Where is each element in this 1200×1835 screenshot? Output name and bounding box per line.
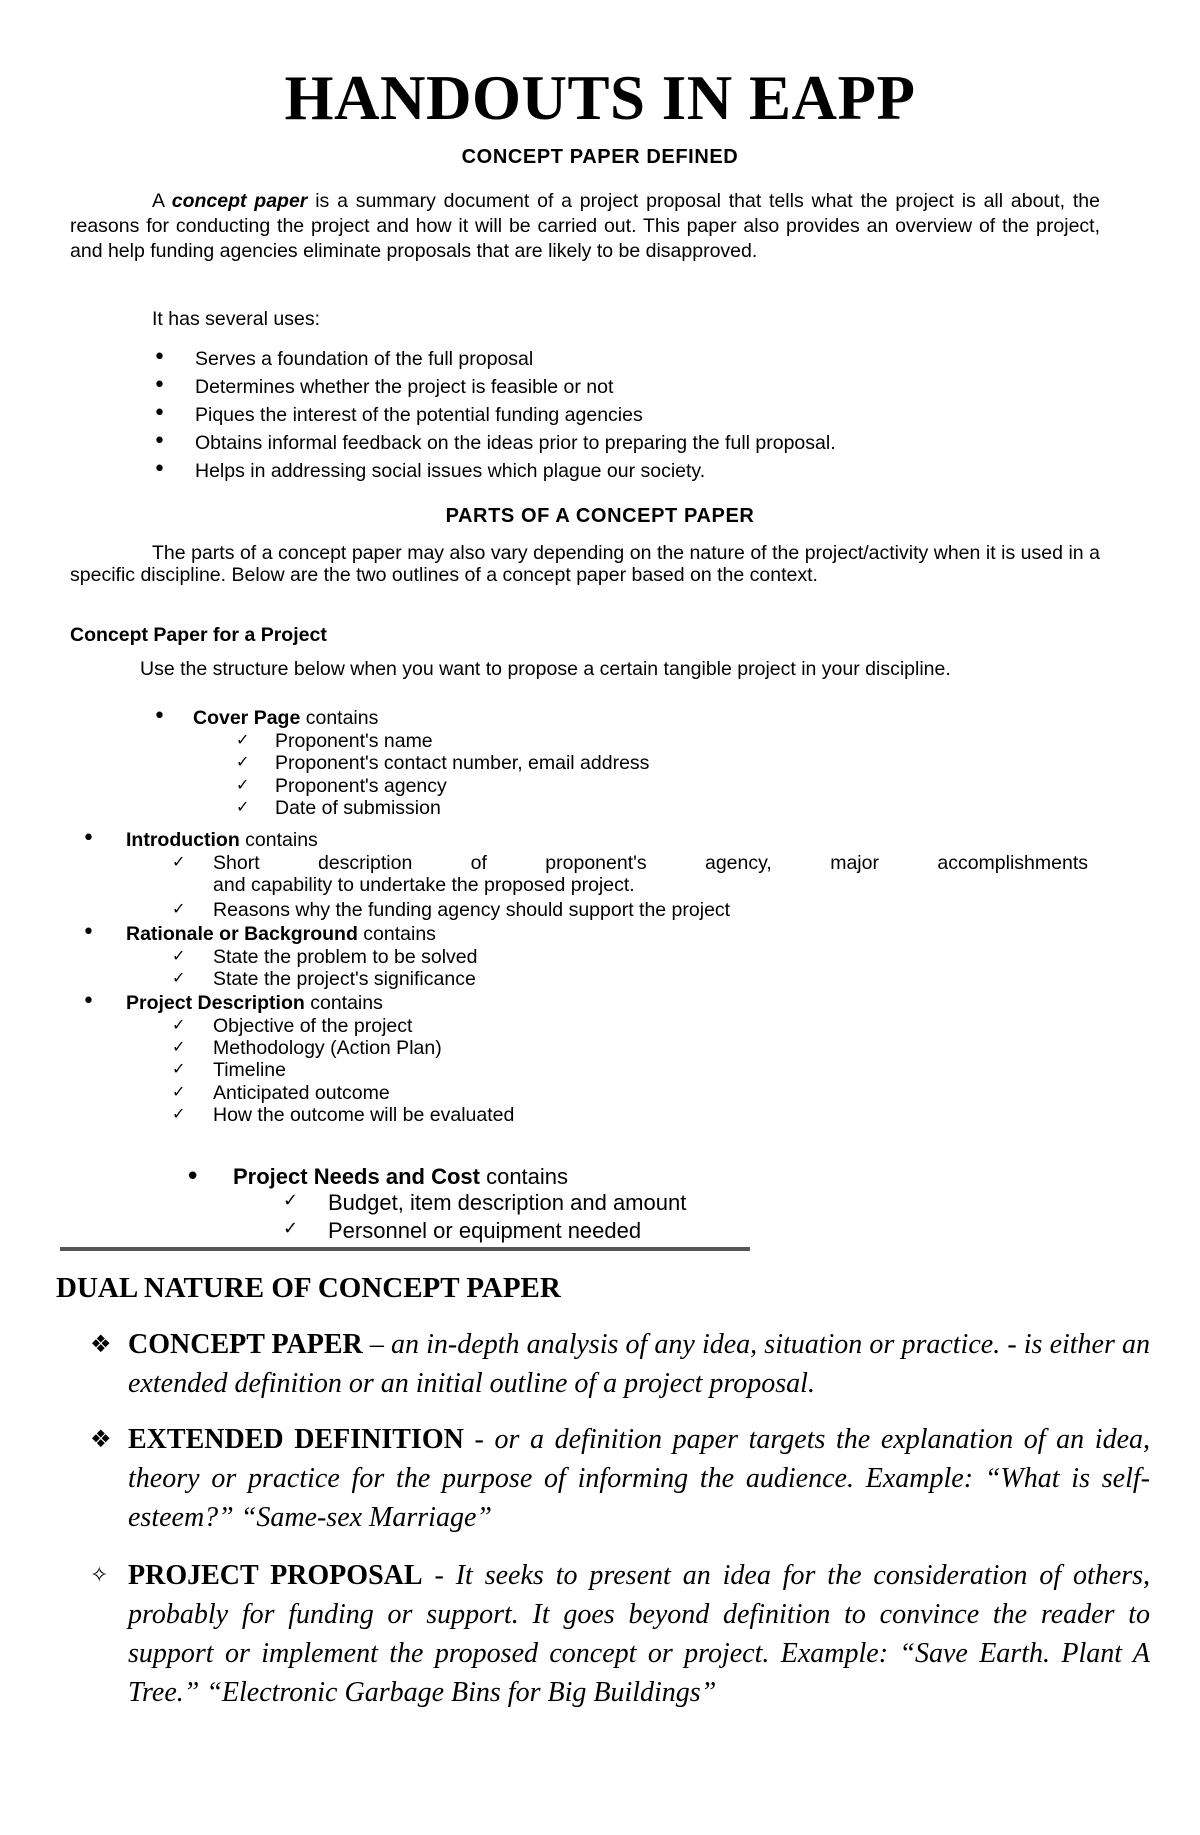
cover-page-label: Cover Page (193, 707, 301, 729)
diamond-bullet-icon: ❖ (90, 1330, 112, 1358)
dual-item-project-proposal (90, 1556, 1150, 1712)
cover-page-item (193, 707, 378, 730)
list-item: State the problem to be solved (213, 946, 478, 968)
rationale-label: Rationale or Background (126, 923, 358, 945)
contains-word: contains (245, 829, 318, 851)
check-icon: ✓ (283, 1190, 299, 1211)
dual-definition: an in-depth analysis of any idea, situation or practice. - is either an extended definition or an initial outline of a project proposal. (128, 1329, 1151, 1399)
list-item: Date of submission (275, 797, 441, 819)
check-icon: ✓ (236, 730, 250, 749)
contains-word: contains (305, 707, 379, 729)
dual-item-text (128, 1325, 1150, 1403)
concept-paper-term: concept paper (171, 190, 308, 212)
list-item: Proponent's contact number, email address (275, 752, 650, 774)
list-item: Obtains informal feedback on the ideas prior to preparing the full proposal. (195, 432, 836, 454)
parts-intro: The parts of a concept paper may also vary depending on the nature of the project/activity when it is used in a specific discipline. Below are the two outlines of a concept paper based on the context. (70, 542, 1100, 586)
list-item: Determines whether the project is feasible or not (195, 376, 614, 398)
check-icon: ✓ (172, 1015, 186, 1034)
check-icon: ✓ (172, 946, 186, 965)
intro-pre: A (152, 190, 172, 212)
list-item: Proponent's agency (275, 775, 447, 797)
uses-label: It has several uses: (152, 308, 320, 330)
list-item: Anticipated outcome (213, 1082, 390, 1104)
contains-word: contains (486, 1164, 569, 1189)
contains-word: contains (310, 992, 383, 1014)
project-needs-label: Project Needs and Cost (233, 1164, 480, 1189)
list-item: Helps in addressing social issues which plague our society. (195, 460, 706, 482)
list-item: How the outcome will be evaluated (213, 1104, 515, 1126)
list-item: Methodology (Action Plan) (213, 1037, 442, 1059)
bullet-icon: • (153, 429, 166, 454)
dual-item-text (128, 1556, 1150, 1712)
list-item: Timeline (213, 1059, 286, 1081)
list-item: State the project's significance (213, 968, 476, 990)
check-icon: ✓ (172, 968, 186, 987)
bullet-icon: • (153, 373, 166, 398)
dual-sep: - (422, 1560, 456, 1591)
diamond-bullet-icon: ✧ (90, 1563, 109, 1588)
check-icon: ✓ (172, 1104, 186, 1123)
list-item: Proponent's name (275, 730, 433, 752)
list-item-continued: and capability to undertake the proposed project. (213, 874, 635, 896)
list-item: Personnel or equipment needed (328, 1218, 642, 1243)
list-item: Reasons why the funding agency should support the project (213, 899, 731, 921)
intro-post: is a summary document of a project proposal that tells what the project is all about, the reasons for conducting the project and how it will be carried out. This paper also provides an overview of the project, and help funding agencies eliminate proposals that are likely to be disapproved. (70, 190, 1100, 262)
bullet-icon: • (82, 920, 95, 945)
project-description-item (126, 992, 383, 1015)
dual-term: PROJECT PROPOSAL (128, 1560, 423, 1591)
bullet-icon: • (82, 826, 95, 851)
dual-term: EXTENDED DEFINITION (128, 1424, 464, 1455)
rationale-item (126, 923, 436, 946)
bullet-icon: • (153, 457, 166, 482)
check-icon: ✓ (172, 899, 186, 918)
subheading-project: Concept Paper for a Project (70, 624, 327, 646)
bullet-icon: • (82, 989, 95, 1014)
project-description-label: Project Description (126, 992, 305, 1014)
parts-heading: PARTS OF A CONCEPT PAPER (445, 505, 755, 527)
list-item: Piques the interest of the potential funding agencies (195, 404, 643, 426)
dual-item-text (128, 1420, 1150, 1537)
check-icon: ✓ (236, 752, 250, 771)
project-intro: Use the structure below when you want to propose a certain tangible project in your discipline. (140, 658, 951, 680)
introduction-label: Introduction (126, 829, 240, 851)
dual-item-extended-definition (90, 1420, 1150, 1537)
dual-term: CONCEPT PAPER (128, 1329, 363, 1360)
check-icon: ✓ (283, 1218, 299, 1239)
bullet-icon: • (153, 401, 166, 426)
check-icon: ✓ (172, 1059, 186, 1078)
list-item: Short description of proponent's agency, major accomplishments (213, 852, 1088, 874)
list-item: Serves a foundation of the full proposal (195, 348, 534, 370)
list-item: Objective of the project (213, 1015, 413, 1037)
concept-paper-defined-heading: CONCEPT PAPER DEFINED (461, 146, 739, 168)
dual-sep: - (463, 1424, 495, 1455)
cut-off-line (60, 1247, 750, 1251)
diamond-bullet-icon: ❖ (90, 1425, 112, 1453)
dual-definition: or a definition paper targets the explanation of an idea, theory or practice for the purpose of informing the audience. Example: “What is self-esteem?” “Same-sex Marriage” (128, 1424, 1151, 1533)
dual-nature-heading: DUAL NATURE OF CONCEPT PAPER (56, 1272, 561, 1304)
dual-definition: It seeks to present an idea for the consideration of others, probably for funding or support. It goes beyond definition to convince the reader to support or implement the proposed concept or project. Example: “Save Earth. Plant A Tree.” “Electronic Garbage Bins for Big Buildings” (128, 1560, 1151, 1708)
introduction-item (126, 829, 318, 852)
page-title: HANDOUTS IN EAPP (284, 63, 916, 133)
concept-paper-definition (70, 189, 1100, 264)
list-item: Budget, item description and amount (328, 1190, 687, 1215)
project-needs-item (233, 1164, 568, 1190)
check-icon: ✓ (172, 1082, 186, 1101)
contains-word: contains (363, 923, 436, 945)
check-icon: ✓ (172, 852, 186, 871)
bullet-icon: • (153, 345, 166, 370)
check-icon: ✓ (172, 1037, 186, 1056)
bullet-icon: • (185, 1162, 201, 1192)
dual-item-concept-paper (90, 1325, 1150, 1403)
bullet-icon: • (153, 704, 166, 729)
dual-sep: – (362, 1329, 392, 1360)
check-icon: ✓ (236, 797, 250, 816)
check-icon: ✓ (236, 775, 250, 794)
